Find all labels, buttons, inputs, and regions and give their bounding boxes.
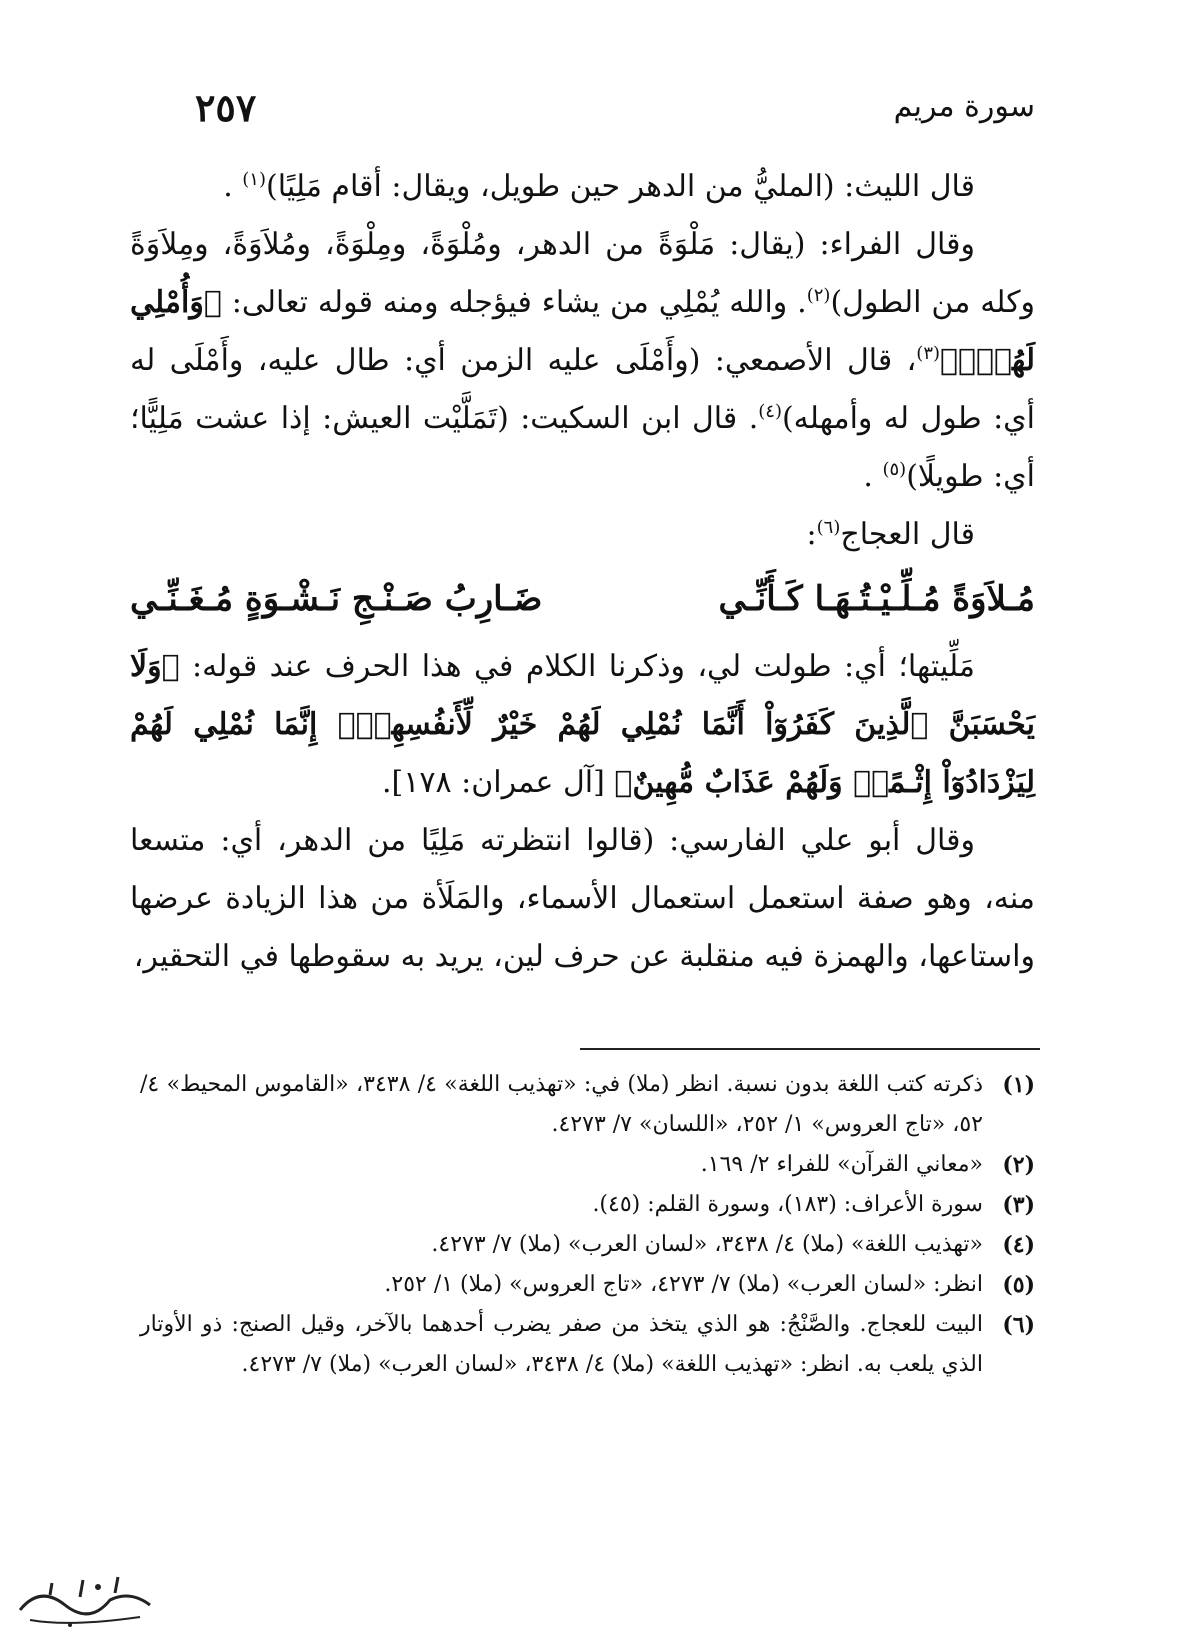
quran-quote: ﴿وَأُمْلِي لَهُمْۚ﴾ <box>130 285 1035 378</box>
main-text <box>130 158 1035 986</box>
footnote-text: «معاني القرآن» للفراء ٢/ ١٦٩. <box>700 1152 983 1177</box>
verse-second-hemistich: ضَـارِبُ صَـنْـجِ نَـشْـوَةٍ مُـغَـنِّـي <box>130 579 543 619</box>
footnote-ref: (٦) <box>816 517 841 538</box>
footnote-text: ذكرته كتب اللغة بدون نسبة. انظر (ملا) في: «تهذيب اللغة» ٤/ ٣٤٣٨، «القاموس المحيط» ٤/ ٥٢، «تاج العروس» ١/ ٢٥٢، «اللسان» ٧/ ٤٢٧٣. <box>140 1072 983 1137</box>
footnote-5 <box>140 1265 1035 1305</box>
footnote-number: (٤) <box>1002 1232 1035 1258</box>
footnote-6 <box>140 1305 1035 1385</box>
quran-source: [آل عمران: ١٧٨]. <box>382 765 615 800</box>
page-number: ٢٥٧ <box>195 85 257 130</box>
paragraph-layth <box>130 158 1035 216</box>
paragraph-text: وقال الفراء: (يقال: مَلْوَةً من الدهر، ومُلْوَةً، ومِلْوَةً، ومُلاَوَةً، ومِلاَوَةً وكله من الطول) <box>130 227 1035 320</box>
poet-intro-text: قال العجاج <box>840 517 975 552</box>
paragraph-farisi <box>130 812 1035 986</box>
footnote-text: «تهذيب اللغة» (ملا) ٤/ ٣٤٣٨، «لسان العرب» (ملا) ٧/ ٤٢٧٣. <box>431 1232 983 1257</box>
paragraph-text: وقال أبو علي الفارسي: (قالوا انتظرته مَلِيًا من الدهر، أي: متسعا منه، وهو صفة استعمل استعمال الأسماء، والمَلَأة من هذا الزيادة عرضها واستاعها، والهمزة فيه منقلبة عن حرف لين، يريد به سقوطها في التحقير، <box>130 823 1035 974</box>
footnote-2 <box>140 1145 1035 1185</box>
paragraph-text: قال الليث: (المليُّ من الدهر حين طويل، ويقال: أقام مَلِيًا) <box>266 169 975 204</box>
verse-first-hemistich: مُـلاَوَةً مُـلِّـيْـتُـهَـا كَـأَنِّـي <box>718 579 1035 619</box>
footnote-ref: (٣) <box>916 343 941 364</box>
footnote-number: (١) <box>1002 1072 1035 1098</box>
paragraph-text: مَلِّيتها؛ أي: طولت لي، وذكرنا الكلام في هذا الحرف عند قوله: <box>192 649 975 684</box>
footnote-ref: (١) <box>242 169 266 190</box>
page-header <box>170 85 1035 145</box>
paragraph-text: . <box>863 459 883 494</box>
footnote-4 <box>140 1225 1035 1265</box>
quran-quote: ﴿وَلَا يَحْسَبَنَّ ٱلَّذِينَ كَفَرُوٓاْ أَنَّمَا نُمْلِي لَهُمْ خَيْرٌ لِّأَنفُسِهِمْۚ إِنَّمَا نُمْلِي لَهُمْ لِيَزْدَادُوٓاْ إِثْـمًاۚ وَلَهُمْ عَذَابٌ مُّهِينٌ﴾ <box>130 649 1035 800</box>
footnote-number: (٦) <box>1002 1312 1035 1338</box>
paragraph-text: . قال ابن السكيت: (تَمَلَّيْت العيش: إذا عشت مَلِيًّا؛ أي: طويلًا) <box>130 401 1035 494</box>
poet-intro <box>130 506 1035 564</box>
footnote-ref: (٥) <box>882 459 907 480</box>
footnote-text: البيت للعجاج. والصَّنْجُ: هو الذي يتخذ من صفر يضرب أحدهما بالآخر، وقيل الصنج: ذو الأوتار الذي يلعب به. انظر: «تهذيب اللغة» (ملا) ٤/ ٣٤٣٨، «لسان العرب» (ملا) ٧/ ٤٢٧٣. <box>140 1312 983 1377</box>
footnote-ref: (٤) <box>758 401 782 422</box>
paragraph-explanation <box>130 638 1035 812</box>
paragraph-text: . <box>223 169 243 204</box>
footnote-3 <box>140 1185 1035 1225</box>
footnote-number: (٢) <box>1002 1152 1035 1178</box>
publisher-logo <box>10 1565 160 1635</box>
footnote-divider <box>580 1048 1040 1050</box>
footnote-number: (٥) <box>1002 1272 1035 1298</box>
paragraph-farra <box>130 216 1035 506</box>
footnote-number: (٣) <box>1002 1192 1035 1218</box>
paragraph-text: ، قال الأصمعي: (وأَمْلَى عليه الزمن أي: طال عليه، وأَمْلَى له أي: طول له وأمهله) <box>130 343 1036 436</box>
poet-intro-colon: : <box>806 517 817 552</box>
surah-title: سورة مريم <box>893 89 1035 124</box>
paragraph-text: . والله يُمْلِي من يشاء فيؤجله ومنه قوله تعالى: <box>231 285 807 320</box>
footnote-1 <box>140 1065 1035 1145</box>
footnote-text: سورة الأعراف: (١٨٣)، وسورة القلم: (٤٥). <box>592 1192 983 1217</box>
footnotes <box>140 1065 1035 1385</box>
poetry-verse <box>130 570 1035 628</box>
footnote-text: انظر: «لسان العرب» (ملا) ٧/ ٤٢٧٣، «تاج العروس» (ملا) ١/ ٢٥٢. <box>384 1272 983 1297</box>
footnote-ref: (٢) <box>806 285 831 306</box>
